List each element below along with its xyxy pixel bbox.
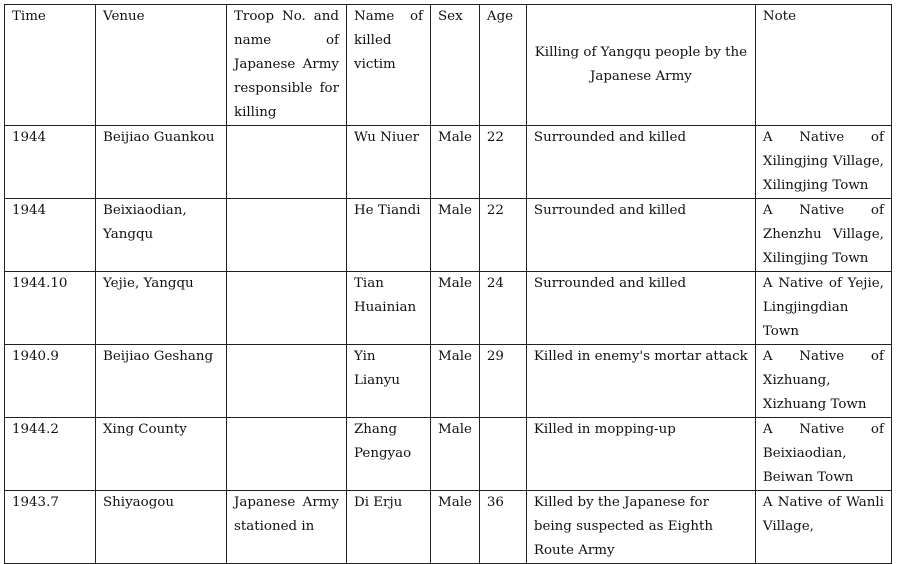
cell-venue: Beijiao Guankou [96, 126, 227, 199]
cell-venue: Beijiao Geshang [96, 345, 227, 418]
table-row [5, 272, 892, 345]
cell-venue: Beixiaodian, Yangqu [96, 199, 227, 272]
cell-killing: Surrounded and killed [526, 272, 755, 345]
cell-killing: Killed by the Japanese for being suspected as Eighth Route Army [526, 491, 755, 564]
cell-troop [227, 126, 347, 199]
header-age: Age [479, 5, 526, 126]
cell-sex: Male [431, 418, 480, 491]
cell-killing: Killed in mopping-up [526, 418, 755, 491]
cell-note: A Native of Xilingjing Village, Xilingjing Town [755, 126, 891, 199]
table-row [5, 418, 892, 491]
cell-sex: Male [431, 126, 480, 199]
cell-troop [227, 272, 347, 345]
cell-time: 1943.7 [5, 491, 96, 564]
cell-time: 1944 [5, 199, 96, 272]
cell-name: Yin Lianyu [347, 345, 431, 418]
header-note: Note [755, 5, 891, 126]
cell-sex: Male [431, 345, 480, 418]
cell-killing: Surrounded and killed [526, 126, 755, 199]
cell-venue: Shiyaogou [96, 491, 227, 564]
cell-age: 22 [479, 199, 526, 272]
cell-note: A Native of Xizhuang, Xizhuang Town [755, 345, 891, 418]
cell-sex: Male [431, 491, 480, 564]
cell-troop: Japanese Army stationed in [227, 491, 347, 564]
cell-troop [227, 345, 347, 418]
cell-sex: Male [431, 272, 480, 345]
cell-troop [227, 199, 347, 272]
header-sex: Sex [431, 5, 480, 126]
cell-age: 24 [479, 272, 526, 345]
cell-name: Tian Huainian [347, 272, 431, 345]
cell-time: 1944.2 [5, 418, 96, 491]
cell-venue: Yejie, Yangqu [96, 272, 227, 345]
table-row [5, 126, 892, 199]
cell-age [479, 418, 526, 491]
victims-table [4, 4, 892, 564]
table-wrapper [4, 4, 892, 564]
header-name: Name of killed victim [347, 5, 431, 126]
cell-name: Wu Niuer [347, 126, 431, 199]
cell-note: A Native of Beixiaodian, Beiwan Town [755, 418, 891, 491]
header-time: Time [5, 5, 96, 126]
cell-killing: Surrounded and killed [526, 199, 755, 272]
cell-name: He Tiandi [347, 199, 431, 272]
cell-note: A Native of Zhenzhu Village, Xilingjing Town [755, 199, 891, 272]
cell-killing: Killed in enemy's mortar attack [526, 345, 755, 418]
cell-age: 22 [479, 126, 526, 199]
cell-time: 1944 [5, 126, 96, 199]
cell-troop [227, 418, 347, 491]
header-killing: Killing of Yangqu people by the Japanese Army [526, 5, 755, 126]
cell-note: A Native of Wanli Village, [755, 491, 891, 564]
cell-name: Zhang Pengyao [347, 418, 431, 491]
cell-sex: Male [431, 199, 480, 272]
cell-age: 36 [479, 491, 526, 564]
cell-name: Di Erju [347, 491, 431, 564]
header-row [5, 5, 892, 126]
table-row [5, 491, 892, 564]
header-venue: Venue [96, 5, 227, 126]
cell-time: 1944.10 [5, 272, 96, 345]
table-row [5, 345, 892, 418]
cell-time: 1940.9 [5, 345, 96, 418]
table-row [5, 199, 892, 272]
cell-age: 29 [479, 345, 526, 418]
cell-venue: Xing County [96, 418, 227, 491]
header-troop: Troop No. and name of Japanese Army responsible for killing [227, 5, 347, 126]
cell-note: A Native of Yejie, Lingjingdian Town [755, 272, 891, 345]
